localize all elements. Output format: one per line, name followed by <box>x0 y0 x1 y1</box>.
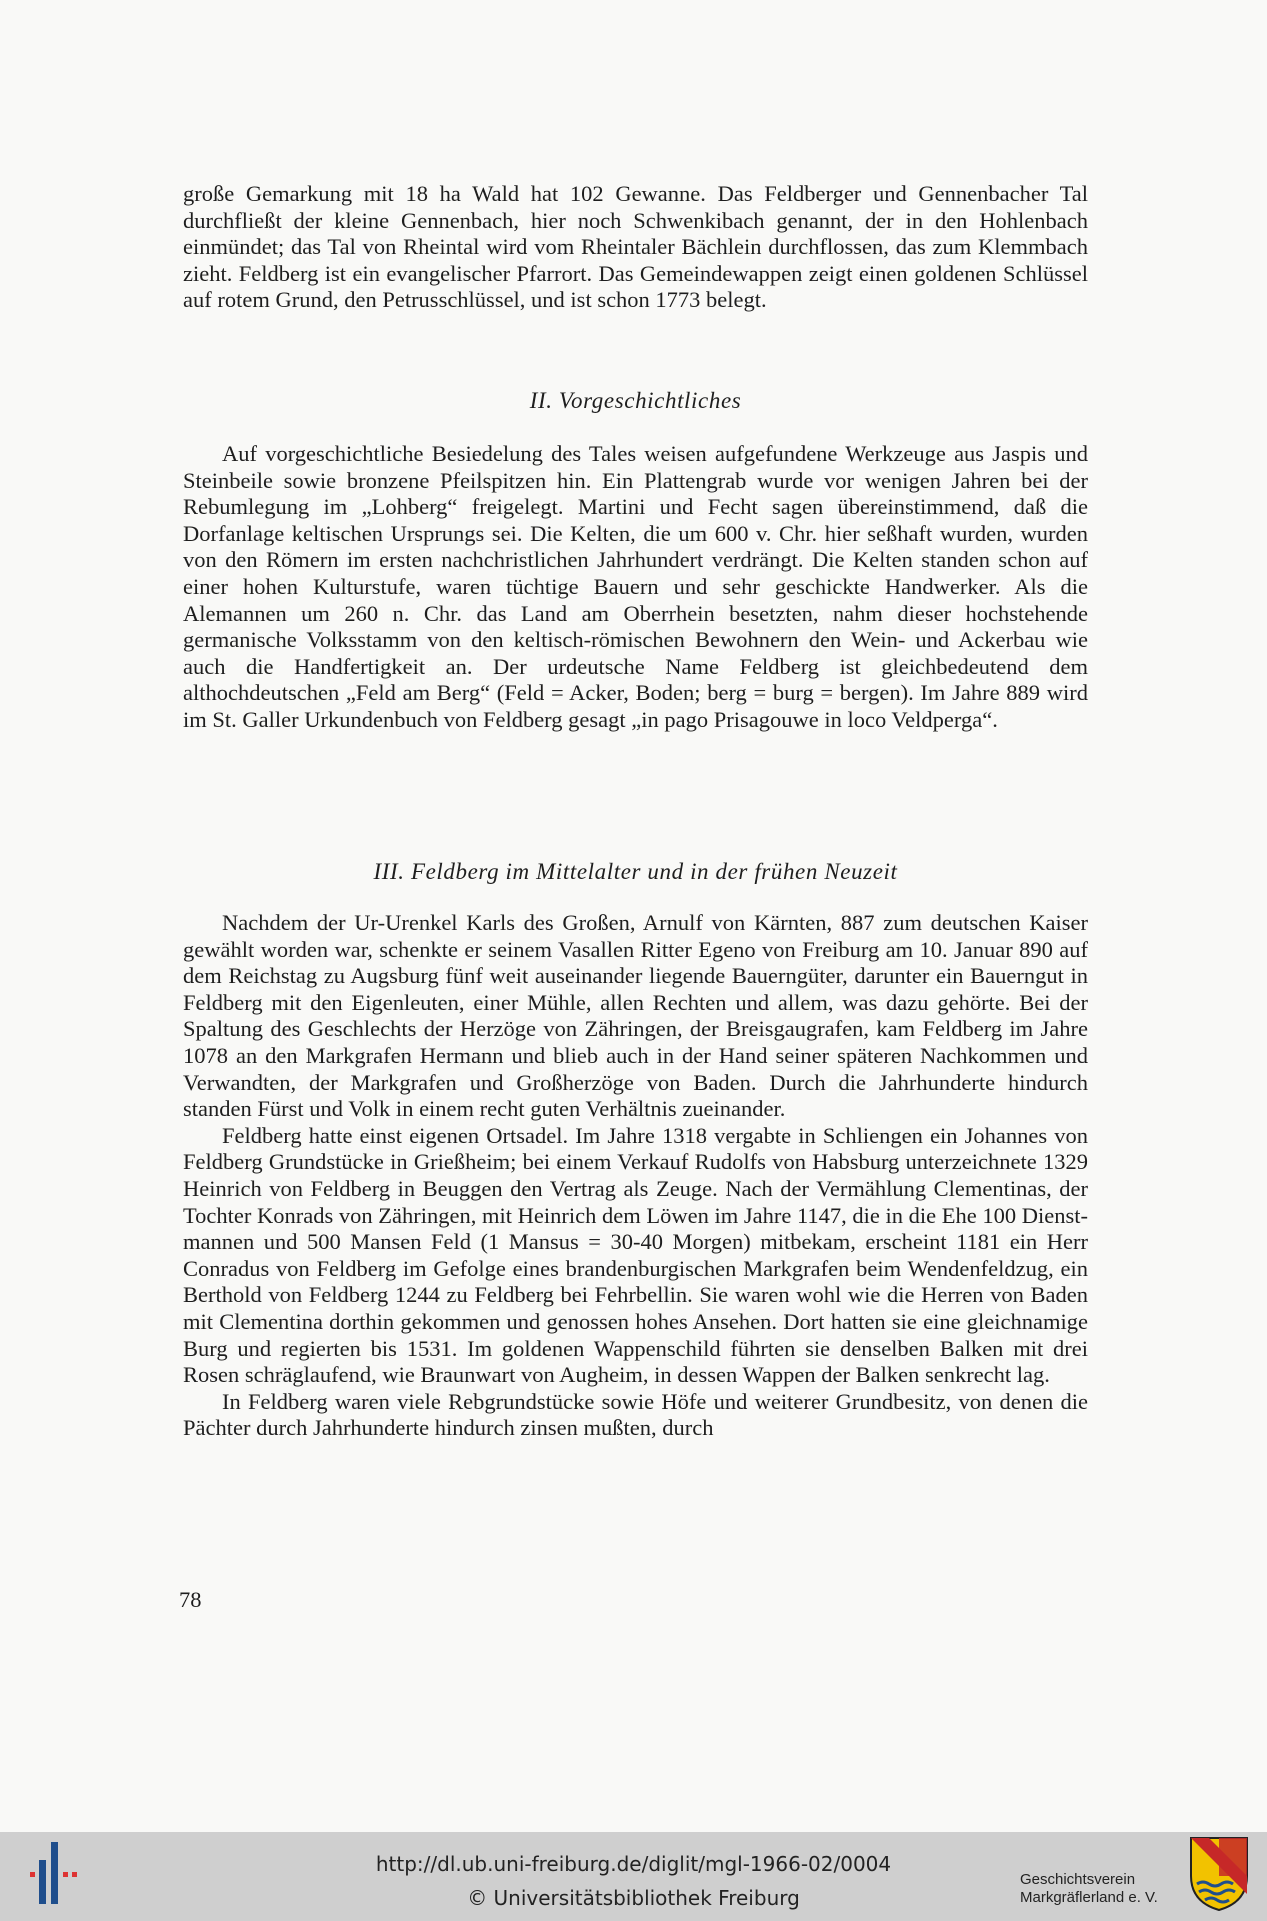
copyright-notice: © Universitätsbibliothek Freiburg <box>467 1886 800 1910</box>
paragraph-ortsadel: Feldberg hatte einst eigenen Ortsadel. Im Jahre 1318 vergabte in Schliengen ein Johannes von Feldberg Grundstücke in Grießheim; bei einem Verkauf Rudolfs von Habsburg unterzeichnete 1329 Heinrich von Feldberg in Beuggen den Vertrag als Zeuge. Nach der Vermählung Clementinas, der Tochter Konrads von Zähringen, mit Heinrich dem Löwen im Jahre 1147, die in die Ehe 100 Dienstmannen und 500 Mansen Feld (1 Mansus = 30-40 Morgen) mitbekam, erscheint 1181 ein Herr Conradus von Feldberg im Gefolge eines brandenburgischen Markgrafen beim Wendenfeldzug, ein Berthold von Feldberg 1244 zu Feldberg bei Fehrbellin. Sie waren wohl wie die Herren von Baden mit Clementina dorthin gekommen und genossen hohes Ansehen. Dort hatten sie eine gleichnamige Burg und regierten bis 1531. Im goldenen Wappenschild führten sie denselben Balken mit drei Rosen schräglaufend, wie Braunwart von Augheim, in dessen Wappen der Balken senkrecht lag. <box>183 1122 1088 1388</box>
society-name-line2: Markgräflerland e. V. <box>1020 1889 1158 1906</box>
society-name <box>1020 1871 1158 1907</box>
body-text-section-3 <box>183 910 1088 1442</box>
page-number: 78 <box>179 1587 202 1612</box>
society-name-line1: Geschichtsverein <box>1020 1871 1136 1888</box>
coat-of-arms-icon <box>1189 1836 1249 1912</box>
paragraph-gemarkung: große Gemarkung mit 18 ha Wald hat 102 Gewanne. Das Feldberger und Gennenbacher Tal durchfließt der kleine Gennenbach, hier noch Schwenkibach genannt, der in den Hohlenbach einmündet; das Tal von Rheintal wird vom Rheintaler Bächlein durchflossen, das zum Klemmbach zieht. Feldberg ist ein evangelischer Pfarrort. Das Gemeindewappen zeigt einen goldenen Schlüssel auf rotem Grund, den Petrusschlüssel, und ist schon 1773 belegt. <box>183 181 1088 313</box>
body-text-section-2 <box>183 441 1088 734</box>
body-text-section-1 <box>183 181 1088 314</box>
source-url-link[interactable]: http://dl.ub.uni-freiburg.de/diglit/mgl-1966-02/0004 <box>375 1852 892 1876</box>
paragraph-vorgeschichte: Auf vorgeschichtliche Besiedelung des Tales weisen aufgefundene Werkzeuge aus Jaspis und Steinbeile sowie bronzene Pfeilspitzen hin. Ein Plattengrab wurde vor wenigen Jahren bei der Rebumlegung im „Lohberg“ freigelegt. Martini und Fecht sagen übereinstimmend, daß die Dorfanlage keltischen Ursprungs sei. Die Kelten, die um 600 v. Chr. hier seßhaft wurden, wurden von den Römern im ersten nachchristlichen Jahrhundert verdrängt. Die Kelten standen schon auf einer hohen Kulturstufe, waren tüchtige Bauern und sehr geschickte Handwerker. Als die Alemannen um 260 n. Chr. das Land am Oberrhein besetzten, nahm dieser hochstehende germanische Volksstamm von den keltisch-römischen Bewohnern den Wein- und Ackerbau wie auch die Handfertigkeit an. Der urdeutsche Name Feldberg ist gleichbedeutend dem althochdeutschen „Feld am Berg“ (Feld = Acker, Boden; berg = burg = bergen). Im Jahre 889 wird im St. Galler Urkundenbuch von Feldberg gesagt „in pago Prisagouwe in loco Veldperga“. <box>183 441 1088 732</box>
paragraph-arnulf: Nachdem der Ur-Urenkel Karls des Großen, Arnulf von Kärnten, 887 zum deutschen Kaiser gewählt worden war, schenkte er seinem Vasallen Ritter Egeno von Freiburg am 10. Januar 890 auf dem Reichstag zu Augsburg fünf weit auseinander liegende Bauerngüter, darunter ein Bauerngut in Feldberg mit den Eigenleuten, einer Mühle, allen Rechten und allem, was dazu gehörte. Bei der Spaltung des Geschlechts der Herzöge von Zähringen, der Breisgaugrafen, kam Feldberg im Jahre 1078 an den Markgrafen Hermann und blieb auch in der Hand seiner späteren Nachkommen und Verwandten, der Markgrafen und Großherzöge von Baden. Durch die Jahrhunderte hindurch standen Fürst und Volk in einem recht guten Verhältnis zueinander. <box>183 910 1088 1122</box>
section-heading-mittelalter: III. Feldberg im Mittelalter und in der frühen Neuzeit <box>373 859 898 884</box>
section-heading-vorgeschichtliches: II. Vorgeschichtliches <box>529 388 742 413</box>
paragraph-rebgrundstuecke: In Feldberg waren viele Rebgrundstücke sowie Höfe und weiterer Grundbesitz, von denen die Pächter durch Jahrhunderte hindurch zinsen mußten, durch <box>183 1388 1088 1441</box>
